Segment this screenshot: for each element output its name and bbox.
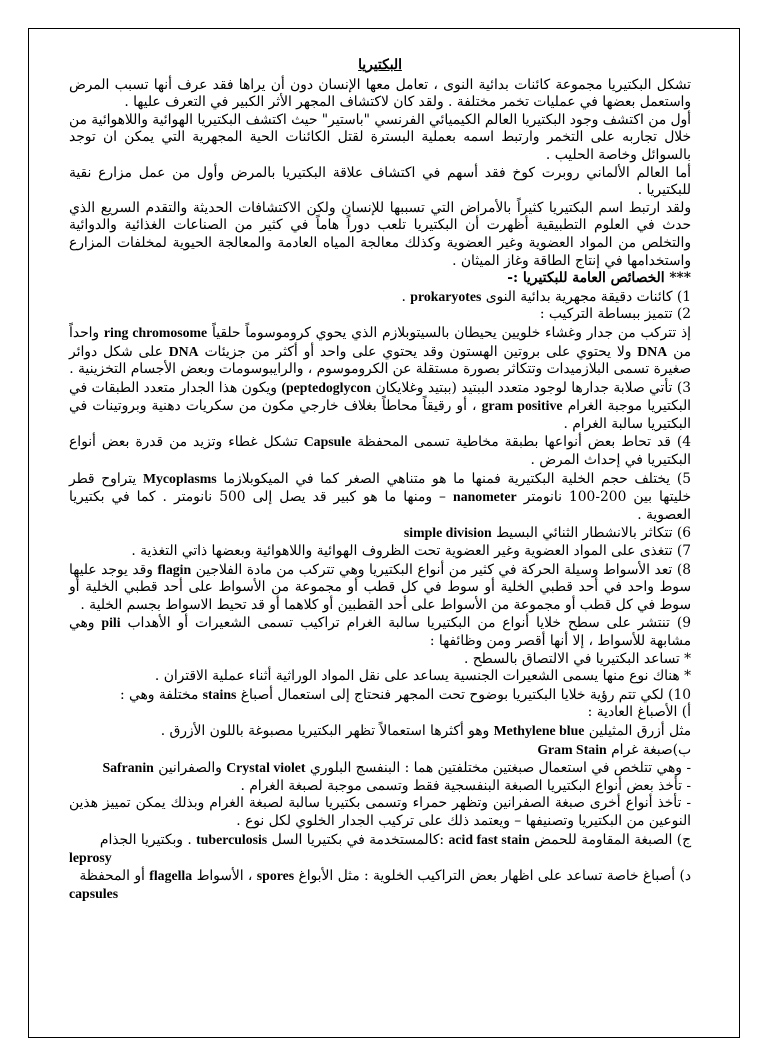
item-10-d xyxy=(69,867,691,886)
item-10-d-text-c: أو المحفظة xyxy=(79,867,145,884)
item-4-text-a: 4) قد تحاط بعض أنواعها بطبقة مخاطية تسمى المحفظة xyxy=(357,434,691,451)
item-10-b-line-3: - تأخذ أنواع أخرى صبغة الصفرانين وتظهر حمراء وتسمى بكتيريا سالبة لصبغة الغرام وبذلك يمكن تمييز هذين النوعين من البكتيريا وتصنيفها – ويعتمد ذلك على تركيب الجدار الخلوي لكل نوع . xyxy=(69,795,691,829)
item-6-text: 6) تتكاثر بالانشطار الثنائي البسيط xyxy=(496,525,691,542)
intro-paragraph-2: أول من اكتشف وجود البكتيريا العالم الكيميائي الفرنسي "باستير" حيث اكتشف البكتيريا الهوائية واللاهوائية من خلال تجاربه على التخمر وارتبط اسمه بعملية البسترة لقتل الكائنات الحية المجهرية التي يمكن ان توجد بالسوائل وخاصة الحليب . xyxy=(69,111,691,163)
document-page xyxy=(28,28,740,1038)
item-10-c-text-a: ج) الصبغة المقاومة للحمض xyxy=(534,831,691,848)
item-10-a-text-a: مثل أزرق المثيلين xyxy=(588,722,691,739)
item-3-text-a: 3) تأتي صلابة جدارها لوجود متعدد الببتيد (ببتيد وغلايكان xyxy=(375,379,691,396)
item-2-detail xyxy=(69,324,691,379)
item-10-b-line-2: - تأخذ بعض أنواع البكتيريا الصبغة البنفسجية فقط وتسمى موجبة لصبغة الغرام . xyxy=(240,777,691,794)
section-heading: *** الخصائص العامة للبكتيريا :- xyxy=(507,270,691,287)
item-10-c xyxy=(69,831,691,850)
item-1-end: . xyxy=(401,288,406,305)
item-4 xyxy=(69,433,691,469)
item-10-d-term-1: spores xyxy=(256,867,295,883)
item-9-text-b: وهي مشابهة للأسواط ، إلا أنها أقصر ومن وظائفها : xyxy=(69,615,691,649)
item-2-term-2: DNA xyxy=(637,343,668,359)
item-10-a-heading: أ) الأصباغ العادية : xyxy=(587,704,691,721)
item-8-text-b: وقد يوجد عليها سوط واحد في أحد قطبي الخلية أو سوط في كل قطب أو مجموعة من الأسواط على أحد قطبي الخلية أو سوط في كل قطب أو مجموعة من الأسواط على أحد القطبين أو كلاهما أو قد تحيط الاسواط بجسم الخلية . xyxy=(69,561,691,613)
item-6-term: simple division xyxy=(403,525,492,541)
item-2-term-3: DNA xyxy=(168,343,199,359)
item-2-text-d: على شكل دوائر صغيرة تسمى البلازميدات وتتكاثر بصورة مستقلة عن الكروموسوم ، والرايبوسومات وبعض الأجسام التخزينية . xyxy=(69,343,691,378)
item-2-term-1: ring chromosome xyxy=(103,324,208,340)
item-3-term-2: gram positive xyxy=(481,398,563,414)
item-10-b-term: Gram Stain xyxy=(537,741,607,757)
item-3 xyxy=(69,379,691,434)
item-3-text-c: ، أو رقيقاً محاطاً بغلاف خارجي مكون من سكريات دهنية وبروتينات في البكتيريا سالبة الغرام . xyxy=(69,398,691,432)
item-10-c-term-2: tuberculosis xyxy=(196,831,268,847)
item-3-text-b: ويكون هذا الجدار متعدد الطبقات في البكتيريا موجبة الغرام xyxy=(69,379,691,415)
item-9-bullet-1: * تساعد البكتيريا في الالتصاق بالسطح . xyxy=(463,650,691,667)
item-5-text-c: – ومنها ما هو كبير قد يصل إلى 500 نانومتر . كما في بكتيريا العصوية . xyxy=(69,489,691,523)
item-10-term: stains xyxy=(202,686,237,702)
item-9-text-a: 9) تنتشر على سطح خلايا أنواع من البكتيريا سالبة الغرام تراكيب تسمى الشعيرات أو الأهداب xyxy=(127,615,692,632)
intro-paragraph-3: أما العالم الألماني روبرت كوخ فقد أسهم في اكتشاف علاقة البكتيريا بالمرض وأول من عمل مزارع نقية للبكتيريا . xyxy=(69,164,691,199)
item-10-text-b: مختلفة وهي : xyxy=(120,686,199,703)
item-10-b-1-text-b: والصفرانين xyxy=(158,760,222,777)
item-10-a-term: Methylene blue xyxy=(493,722,585,738)
item-10 xyxy=(69,686,691,705)
item-5-term-1: Mycoplasms xyxy=(143,470,217,486)
item-6 xyxy=(69,524,691,543)
item-10-text-a: 10) لكي تتم رؤية خلايا البكتيريا بوضوح تحت المجهر فنحتاج إلى استعمال أصباغ xyxy=(240,686,691,703)
item-10-d-text-a: د) أصباغ خاصة تساعد على اظهار بعض التراكيب الخلوية : مثل الأبواغ xyxy=(298,867,691,884)
item-9 xyxy=(69,614,691,650)
item-1-text: 1) كائنات دقيقة مجهرية بدائية النوى xyxy=(485,288,691,305)
item-4-term: Capsule xyxy=(303,434,352,450)
intro-paragraph-4: ولقد ارتبط اسم البكتيريا كثيراً بالأمراض التي تسببها للإنسان ولكن الاكتشافات الحديثة والتقدم السريع الذي حدث في العلوم التطبيقية أظهرت أن البكتيريا تلعب دوراً هاماً في كثير من الصناعات الغذائية والدوائية والتخلص من المواد العضوية وغير العضوية وكذلك معالجة المياه العادمة والمعالجة الحيوية لمخلفات المزارع واستخدامها في إنتاج الطاقة وغاز الميثان . xyxy=(69,199,691,269)
item-9-term: pili xyxy=(101,615,121,631)
item-3-term-1: (peptedoglycon xyxy=(281,379,372,395)
item-10-c-term-1: acid fast stain xyxy=(448,831,530,847)
item-1-term: prokaryotes xyxy=(410,288,482,304)
item-8-text-a: 8) تعد الأسواط وسيلة الحركة في كثير من أنواع البكتيريا وهي تتركب من مادة الفلاجين xyxy=(195,561,691,578)
intro-paragraph-1: تشكل البكتيريا مجموعة كائنات بدائية النوى ، تعامل معها الإنسان دون أن يراها فقد عرف أنها تسبب المرض واستعمل بعضها في عمليات تخمر مختلفة . ولقد كان لاكتشاف المجهر الأثر الكبير في التعرف عليها . xyxy=(69,76,691,111)
item-10-c-term-3: leprosy xyxy=(69,850,112,866)
item-5-text-a: 5) يختلف حجم الخلية البكتيرية فمنها ما هو متناهي الصغر كما في الميكوبلازما xyxy=(223,470,692,487)
item-10-b-1-text-a: - وهي تتلخص في استعمال صبغتين مختلفتين هما : البنفسج البلوري xyxy=(309,760,691,777)
item-10-d-term-2: flagella xyxy=(149,867,193,883)
item-5 xyxy=(69,470,691,525)
item-2-text-b: واحداً من xyxy=(69,324,691,360)
page-title: البكتيريا xyxy=(358,57,402,73)
item-10-b-heading xyxy=(69,741,691,760)
item-10-a-text xyxy=(69,722,691,741)
item-4-text-b: تشكل غطاء وتزيد من قدرة بعض أنواع البكتيريا في إحداث المرض . xyxy=(69,434,691,469)
item-10-d-text-b: ، الأسواط xyxy=(196,867,253,884)
item-10-b-1-term-2: Safranin xyxy=(102,760,154,776)
item-8 xyxy=(69,561,691,615)
item-7: 7) تتغذى على المواد العضوية وغير العضوية تحت الظروف الهوائية واللاهوائية وبعضها ذاتي التغذية . xyxy=(131,543,691,560)
item-5-term-2: nanometer xyxy=(453,489,517,505)
item-10-b-label: ب)صبغة غرام xyxy=(611,741,691,758)
item-2-text-c: ولا يحتوي على بروتين الهستون وقد يحتوي على واحد أو أكثر من جزيئات xyxy=(204,343,632,360)
item-10-d-term-3: capsules xyxy=(69,886,119,902)
item-8-term: flagin xyxy=(157,561,192,577)
item-10-a-text-b: وهو أكثرها استعمالاً تظهر البكتيريا مصبوغة باللون الأزرق . xyxy=(160,722,490,739)
item-9-bullet-2: * هناك نوع منها يسمى الشعيرات الجنسية يساعد على نقل المواد الوراثية أثناء عملية الاقتران . xyxy=(154,668,691,685)
item-2-text-a: إذ تتركب من جدار وغشاء خلويين يحيطان بالسيتوبلازم الذي يحوي كروموسوماً حلقياً xyxy=(211,324,692,341)
item-10-b-line-1 xyxy=(69,759,691,778)
item-1 xyxy=(69,288,691,307)
item-5-text-b: يتراوح قطر خليتها بين 200-100 نانومتر xyxy=(69,470,691,506)
item-2: 2) تتميز ببساطة التركيب : xyxy=(539,306,691,323)
item-10-c-text-b: :كالمستخدمة في بكتيريا السل xyxy=(271,831,445,848)
item-10-c-text-c: . وبكتيريا الجذام xyxy=(99,831,192,848)
item-10-b-1-term-1: Crystal violet xyxy=(226,760,306,776)
